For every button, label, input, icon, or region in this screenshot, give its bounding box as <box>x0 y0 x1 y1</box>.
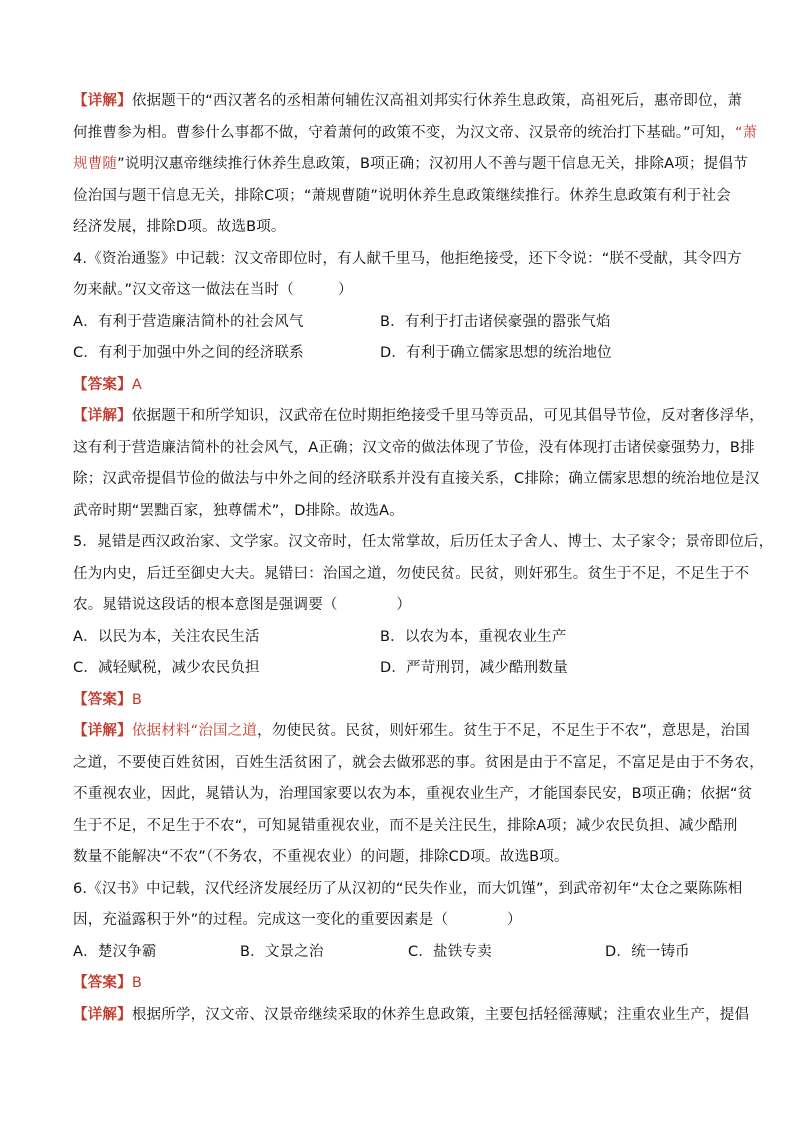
detail-tag: 【详解】 <box>73 408 132 424</box>
q6-stem-line-1: 6.《汉书》中记载，汉代经济发展经历了从汉初的“民失作业，而大饥馑”，到武帝初年“太仓之粟陈陈相 <box>73 880 743 897</box>
q5-stem-line-3: 农。晁错说这段话的根本意图是强调要（ ） <box>73 597 412 613</box>
q4-options-row-2 <box>73 338 723 370</box>
q4-options-row-1 <box>73 307 723 339</box>
q4-option-a: A．有利于营造廉洁简朴的社会风气 <box>73 313 304 330</box>
q5-detail-line-2: 之道，不要使百姓贫困，百姓生活贫困了，就会去做邪恶的事。贫困是由于不富足，不富足是由于不务农， <box>73 754 764 771</box>
q6-option-b: B．文景之治 <box>240 943 324 960</box>
detail-tag: 【详解】 <box>73 93 132 109</box>
q5-detail-line-5: 数量不能解决“不农”（不务农，不重视农业）的问题，排除CD项。故选B项。 <box>73 849 569 865</box>
detail-tag: 【详解】 <box>73 723 132 739</box>
q6-options-row <box>73 937 723 969</box>
q4-detail-line-2: 这有利于营造廉洁简朴的社会风气，A正确；汉文帝的做法体现了节俭，没有体现打击诸侯豪强势力，B排 <box>73 439 755 456</box>
q5-option-a: A．以民为本，关注农民生活 <box>73 628 260 645</box>
q5-options-row-1 <box>73 622 723 654</box>
answer-tag: 【答案】 <box>73 376 132 393</box>
q4-option-d: D．有利于确立儒家思想的统治地位 <box>380 345 612 361</box>
q5-options-row-2 <box>73 653 723 685</box>
document-page <box>73 86 774 1031</box>
q5-detail-line-3: 不重视农业，因此，晁错认为，治理国家要以农为本，重视农业生产，才能国泰民安，B项正确；依据“贫 <box>73 786 753 802</box>
q4-detail-line-4: 武帝时期“罢黜百家，独尊儒术”，D排除。故选A。 <box>73 502 404 519</box>
q4-detail-line-3: 除；汉武帝提倡节俭的做法与中外之间的经济联系并没有直接关系，C排除；确立儒家思想的统治地位是汉 <box>73 471 760 487</box>
q3-detail-line-3: 规曹随”说明汉惠帝继续推行休养生息政策，B项正确；汉初用人不善与题干信息无关，排除A项；提倡节 <box>73 156 748 172</box>
q6-detail-line-1: 【详解】根据所学，汉文帝、汉景帝继续采取的休养生息政策，主要包括轻徭薄赋；注重农业生产，提倡 <box>73 1006 750 1023</box>
q6-option-c: C．盐铁专卖 <box>408 943 492 960</box>
q3-detail-line-5: 经济发展，排除D项。故选B项。 <box>73 219 286 235</box>
q4-answer: 【答案】A <box>73 376 142 393</box>
answer-tag: 【答案】 <box>73 691 132 708</box>
q6-option-a: A．楚汉争霸 <box>73 943 157 960</box>
q4-stem-line-1: 4.《资治通鉴》中记载：汉文帝即位时，有人献千里马，他拒绝接受，还下令说：“朕不受献，其令四方 <box>73 250 742 267</box>
answer-tag: 【答案】 <box>73 975 132 991</box>
q3-detail-line-1: 【详解】依据题干的“西汉著名的丞相萧何辅佐汉高祖刘邦实行休养生息政策，高祖死后，惠帝即位，萧 <box>73 93 743 109</box>
detail-tag: 【详解】 <box>73 1006 132 1023</box>
q4-stem-line-2: 勿来献。”汉文帝这一做法在当时（ ） <box>73 282 353 298</box>
q5-detail-line-4: 生于不足，不足生于不农“，可知晁错重视农业，而不是关注民生，排除A项；减少农民负担、减少酷刑 <box>73 817 738 834</box>
q5-answer: 【答案】B <box>73 691 142 708</box>
q6-stem-line-2: 因，充溢露积于外”的过程。完成这一变化的重要因素是（ ） <box>73 912 522 928</box>
q5-option-b: B．以农为本，重视农业生产 <box>380 628 567 645</box>
q6-option-d: D．统一铸币 <box>605 943 690 960</box>
q4-option-b: B．有利于打击诸侯豪强的嚣张气焰 <box>380 313 611 330</box>
q5-detail-line-1: 【详解】依据材料“治国之道，勿使民贫。民贫，则奸邪生。贫生于不足，不足生于不农”，意思是，治国 <box>73 723 750 739</box>
q5-stem-line-2: 任为内史，后迁至御史大夫。晁错曰：治国之道，勿使民贫。民贫，则奸邪生。贫生于不足，不足生于不 <box>73 565 750 582</box>
q6-answer: 【答案】B <box>73 975 142 991</box>
q3-detail-line-2: 何推曹参为相。曹参什么事都不做，守着萧何的政策不变，为汉文帝、汉景帝的统治打下基础。”可知，“萧 <box>73 124 758 141</box>
q3-detail-line-4: 俭治国与题干信息无关，排除C项；“萧规曹随”说明休养生息政策继续推行。休养生息政策有利于社会 <box>73 187 731 204</box>
q5-option-d: D．严苛刑罚，减少酷刑数量 <box>380 660 568 676</box>
q4-detail-line-1: 【详解】依据题干和所学知识，汉武帝在位时期拒绝接受千里马等贡品，可见其倡导节俭，反对奢侈浮华， <box>73 408 764 424</box>
q4-option-c: C．有利于加强中外之间的经济联系 <box>73 345 304 361</box>
q5-stem-line-1: 5．晁错是西汉政治家、文学家。汉文帝时，任太常掌故，后历任太子舍人、博士、太子家令；景帝即位后， <box>73 534 774 550</box>
q5-option-c: C．减轻赋税，减少农民负担 <box>73 660 260 676</box>
